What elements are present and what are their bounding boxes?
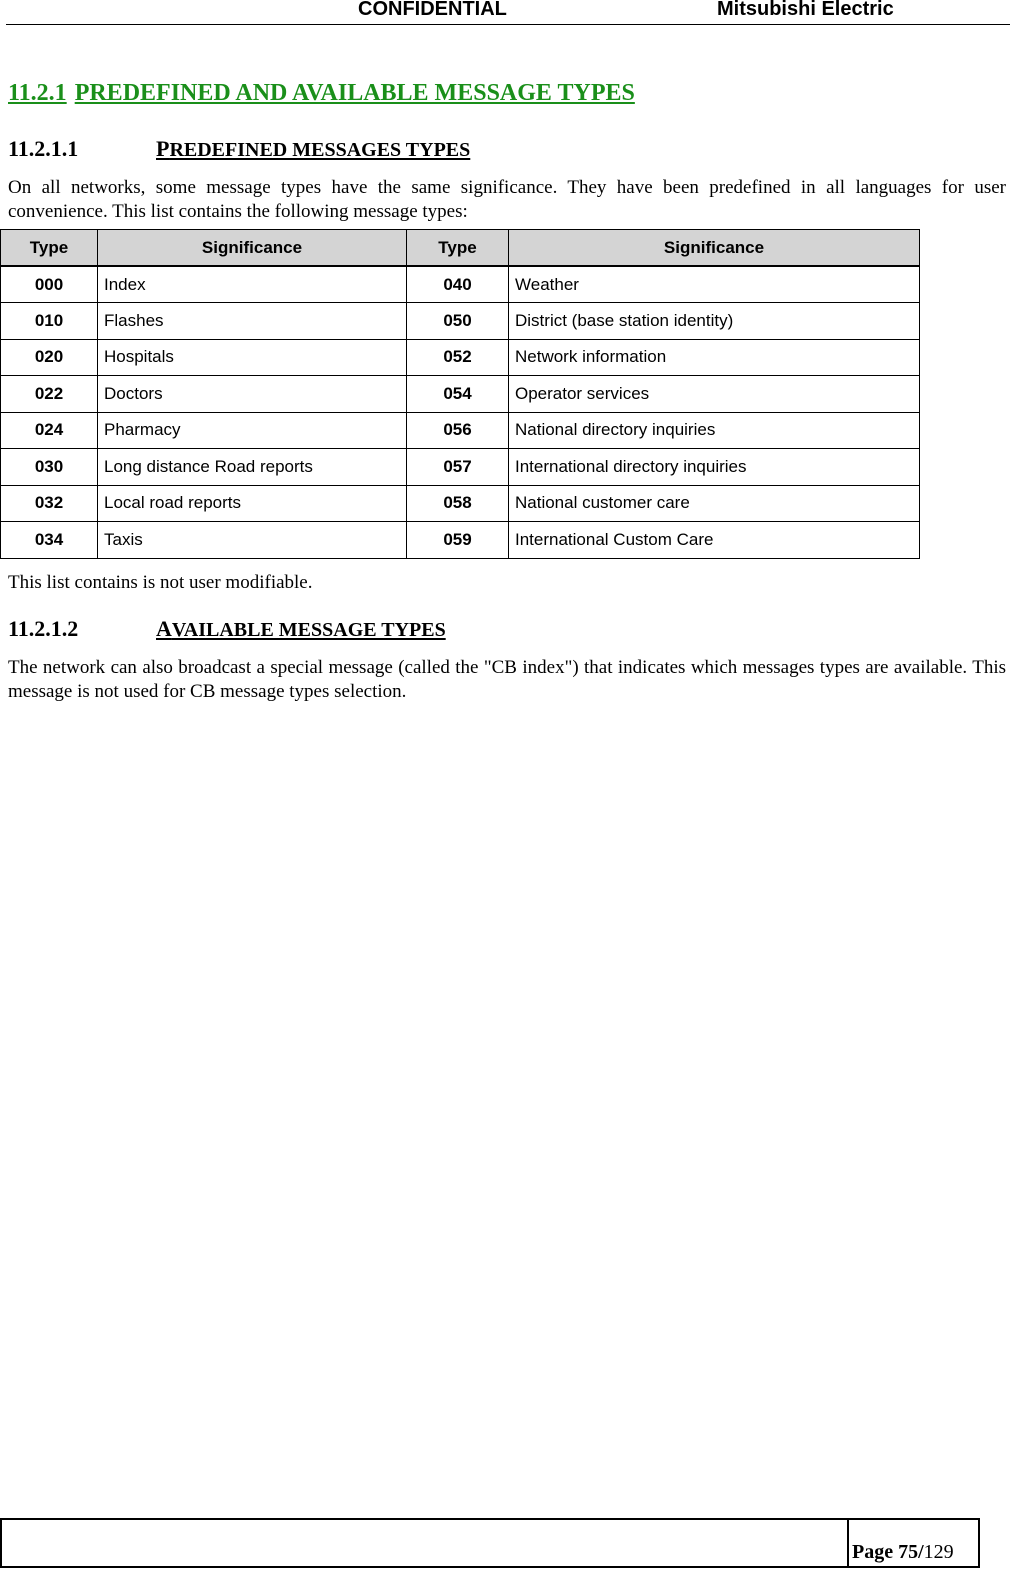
type-code: 059: [407, 522, 509, 559]
table-row: [1, 485, 920, 522]
table-note: This list contains is not user modifiable.: [8, 572, 313, 593]
table-row: [1, 339, 920, 376]
type-code: 030: [1, 449, 98, 486]
type-code: 057: [407, 449, 509, 486]
subsection-title-initial: A: [156, 616, 172, 641]
type-code: 052: [407, 339, 509, 376]
column-header: Significance: [509, 230, 920, 267]
column-header: Significance: [98, 230, 407, 267]
page-header: [6, 0, 1010, 25]
section-heading: [8, 80, 635, 107]
table-row: [1, 266, 920, 303]
subsection-title-initial: P: [156, 136, 170, 161]
company-name: Mitsubishi Electric: [717, 0, 894, 20]
confidential-label: CONFIDENTIAL: [358, 0, 507, 20]
significance: National directory inquiries: [509, 412, 920, 449]
significance: Hospitals: [98, 339, 407, 376]
section-number: 11.2.1: [8, 80, 67, 106]
significance: Doctors: [98, 376, 407, 413]
type-code: 032: [1, 485, 98, 522]
type-code: 050: [407, 303, 509, 340]
page-label: Page 75/: [852, 1541, 924, 1563]
type-code: 010: [1, 303, 98, 340]
type-code: 034: [1, 522, 98, 559]
subsection-number: 11.2.1.1: [8, 136, 79, 161]
table-row: [1, 376, 920, 413]
significance: Weather: [509, 266, 920, 303]
type-code: 020: [1, 339, 98, 376]
type-code: 056: [407, 412, 509, 449]
significance: International directory inquiries: [509, 449, 920, 486]
intro-paragraph: On all networks, some message types have the same significance. They have been predefined in all languages for user convenience. This list contains the following message types:: [8, 177, 1006, 222]
significance: District (base station identity): [509, 303, 920, 340]
subsection-title: REDEFINED MESSAGES TYPES: [169, 139, 471, 161]
significance: Taxis: [98, 522, 407, 559]
message-types-table: [0, 229, 920, 559]
column-header: Type: [1, 230, 98, 267]
significance: Network information: [509, 339, 920, 376]
subsection-heading-available: [8, 616, 446, 642]
significance: National customer care: [509, 485, 920, 522]
significance: Operator services: [509, 376, 920, 413]
available-paragraph: The network can also broadcast a special message (called the "CB index") that indicates which messages types are available. This message is not used for CB message types selection.: [8, 657, 1006, 702]
type-code: 000: [1, 266, 98, 303]
table-row: [1, 303, 920, 340]
section-title: PREDEFINED AND AVAILABLE MESSAGE TYPES: [74, 80, 635, 106]
significance: Long distance Road reports: [98, 449, 407, 486]
column-header: Type: [407, 230, 509, 267]
table-row: [1, 449, 920, 486]
subsection-title: VAILABLE MESSAGE TYPES: [171, 619, 446, 641]
type-code: 054: [407, 376, 509, 413]
significance: International Custom Care: [509, 522, 920, 559]
table-header-row: [1, 230, 920, 267]
table-row: [1, 522, 920, 559]
type-code: 058: [407, 485, 509, 522]
significance: Index: [98, 266, 407, 303]
type-code: 024: [1, 412, 98, 449]
subsection-number: 11.2.1.2: [8, 616, 79, 641]
significance: Flashes: [98, 303, 407, 340]
significance: Local road reports: [98, 485, 407, 522]
subsection-heading-predefined: [8, 136, 470, 162]
page-footer: [0, 1518, 980, 1568]
page-total: 129: [923, 1541, 954, 1563]
significance: Pharmacy: [98, 412, 407, 449]
type-code: 040: [407, 266, 509, 303]
table-row: [1, 412, 920, 449]
type-code: 022: [1, 376, 98, 413]
page-number: [852, 1541, 954, 1564]
